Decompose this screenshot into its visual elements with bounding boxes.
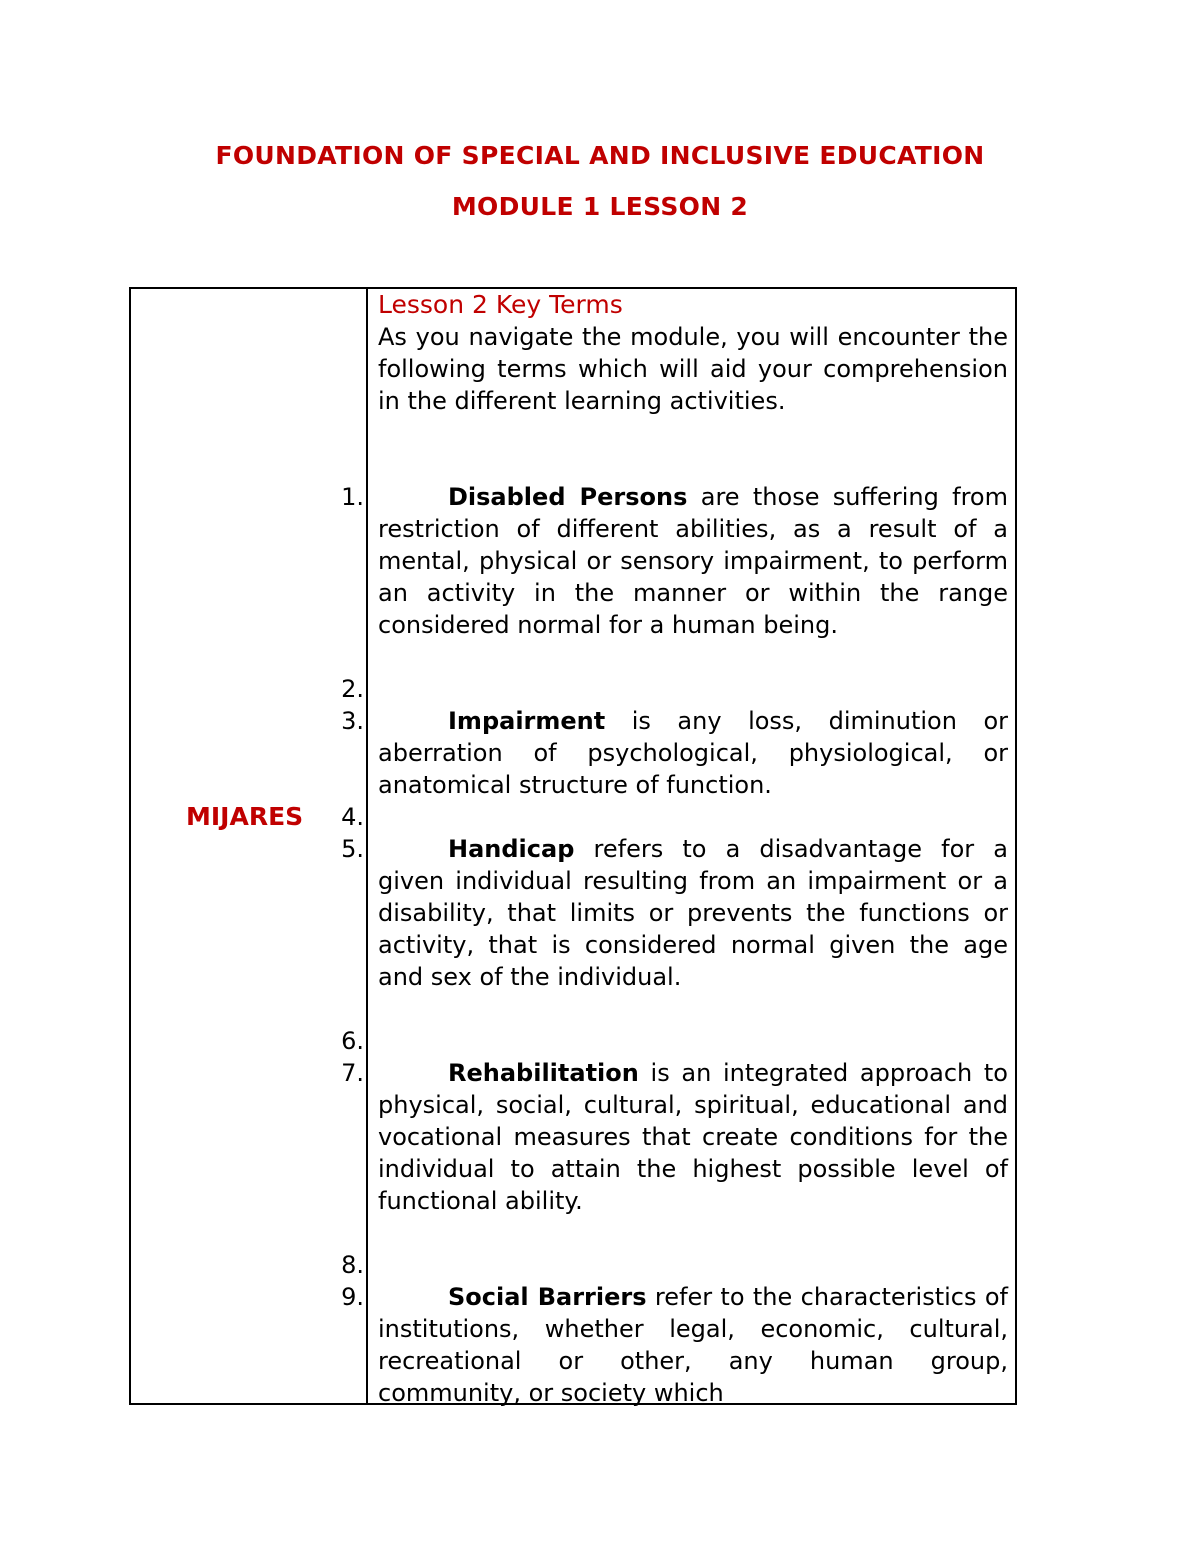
term-name: Rehabilitation: [448, 1059, 639, 1087]
list-number: 4.: [341, 803, 364, 831]
list-number: 1.: [341, 483, 364, 511]
term-item: [378, 1057, 1008, 1217]
list-number: 8.: [341, 1251, 364, 1279]
lesson-heading: Lesson 2 Key Terms: [378, 290, 623, 319]
term-name: Social Barriers: [448, 1283, 647, 1311]
term-name: Handicap: [448, 835, 575, 863]
term-name: Impairment: [448, 707, 606, 735]
list-number: 9.: [341, 1283, 364, 1311]
term-definition: refers to a disadvantage for a given individual resulting from an impairment or a disability, that limits or prevents the functions or activity, that is considered normal given the age and sex of the individual.: [378, 835, 1008, 991]
list-number: 3.: [341, 707, 364, 735]
term-item: [378, 1281, 1008, 1409]
document-title: FOUNDATION OF SPECIAL AND INCLUSIVE EDUCATION: [215, 141, 985, 170]
term-item: [378, 705, 1008, 801]
list-number: 5.: [341, 835, 364, 863]
list-number: 6.: [341, 1027, 364, 1055]
term-definition: refer to the characteristics of institutions, whether legal, economic, cultural, recreational or other, any human group, community, or society which: [378, 1283, 1008, 1407]
term-name: Disabled Persons: [448, 483, 688, 511]
term-definition: is an integrated approach to physical, social, cultural, spiritual, educational and vocational measures that create conditions for the individual to attain the highest possible level of functional ability.: [378, 1059, 1008, 1215]
term-item: [378, 481, 1008, 641]
author-name: MIJARES: [186, 802, 304, 831]
term-definition: are those suffering from restriction of different abilities, as a result of a mental, physical or sensory impairment, to perform an activity in the manner or within the range considered normal for a human being.: [378, 483, 1008, 639]
key-terms-content: [378, 289, 1008, 1407]
intro-paragraph: As you navigate the module, you will encounter the following terms which will aid your comprehension in the different learning activities.: [378, 323, 1008, 415]
term-definition: is any loss, diminution or aberration of psychological, physiological, or anatomical structure of function.: [378, 707, 1008, 799]
list-number: 2.: [341, 675, 364, 703]
term-item: [378, 833, 1008, 993]
list-number: 7.: [341, 1059, 364, 1087]
document-subtitle: MODULE 1 LESSON 2: [451, 192, 749, 221]
key-terms-table: [129, 287, 1017, 1405]
column-divider: [366, 289, 368, 1403]
